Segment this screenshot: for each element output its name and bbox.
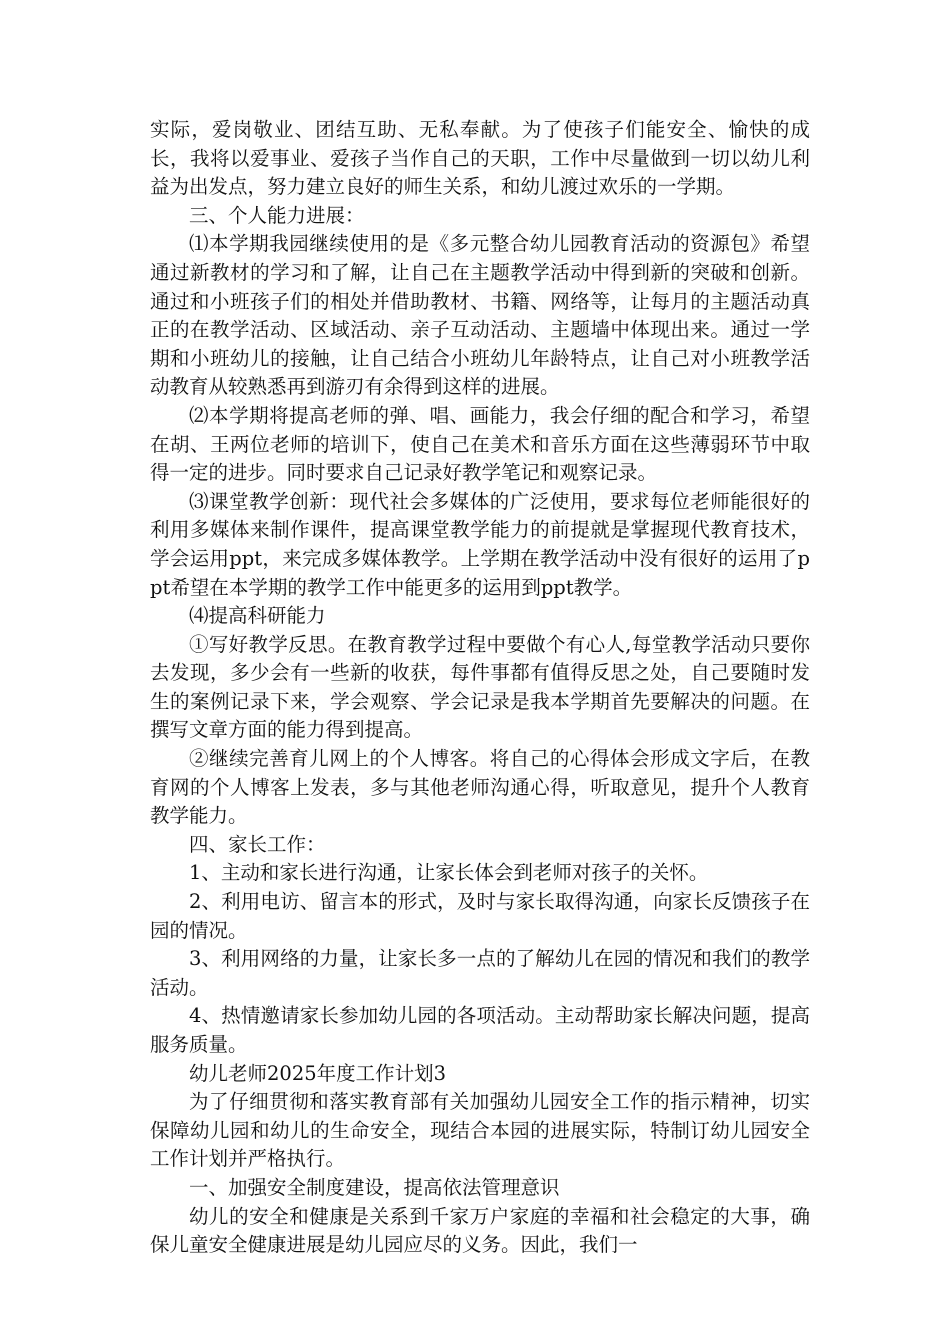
parent-work-item-2: 2、利用电访、留言本的形式，及时与家长取得沟通，向家长反馈孩子在园的情况。 <box>150 890 810 942</box>
parent-work-item-4: 4、热情邀请家长参加幼儿园的各项活动。主动帮助家长解决问题，提高服务质量。 <box>150 1004 810 1056</box>
document-page <box>150 116 810 1260</box>
paragraph-item-4: ⑷提高科研能力 <box>189 604 326 628</box>
plan-title-3: 幼儿老师2025年度工作计划3 <box>189 1061 447 1085</box>
paragraph-item-3: ⑶课堂教学创新：现代社会多媒体的广泛使用，要求每位老师能很好的利用多媒体来制作课件，提高课堂教学能力的前提就是掌握现代教育技术，学会运用ppt，来完成多媒体教学。上学期在教学活动中没有很好的运用了ppt希望在本学期的教学工作中能更多的运用到ppt教学。 <box>150 489 810 599</box>
parent-work-item-1: 1、主动和家长进行沟通，让家长体会到老师对孩子的关怀。 <box>189 861 709 885</box>
paragraph-item-1: ⑴本学期我园继续使用的是《多元整合幼儿园教育活动的资源包》希望通过新教材的学习和了解，让自己在主题教学活动中得到新的突破和创新。通过和小班孩子们的相处并借助教材、书籍、网络等，让每月的主题活动真正的在教学活动、区域活动、亲子互动活动、主题墙中体现出来。通过一学期和小班幼儿的接触，让自己结合小班幼儿年龄特点，让自己对小班教学活动教育从较熟悉再到游刃有余得到这样的进展。 <box>150 232 810 399</box>
section-heading-3: 三、个人能力进展： <box>189 203 365 227</box>
safety-section-heading-1: 一、加强安全制度建设，提高依法管理意识 <box>189 1175 560 1199</box>
plan-intro-paragraph: 为了仔细贯彻和落实教育部有关加强幼儿园安全工作的指示精神，切实保障幼儿园和幼儿的生命安全，现结合本园的进展实际，特制订幼儿园安全工作计划并严格执行。 <box>150 1090 810 1171</box>
paragraph-subitem-1: ①写好教学反思。在教育教学过程中要做个有心人,每堂教学活动只要你去发现，多少会有一些新的收获，每件事都有值得反思之处，自己要随时发生的案例记录下来，学会观察、学会记录是我本学期首先要解决的问题。在撰写文章方面的能力得到提高。 <box>150 632 810 742</box>
paragraph-item-2: ⑵本学期将提高老师的弹、唱、画能力，我会仔细的配合和学习，希望在胡、王两位老师的培训下，使自己在美术和音乐方面在这些薄弱环节中取得一定的进步。同时要求自己记录好教学笔记和观察记录。 <box>150 403 810 485</box>
paragraph-subitem-2: ②继续完善育儿网上的个人博客。将自己的心得体会形成文字后，在教育网的个人博客上发表，多与其他老师沟通心得，听取意见，提升个人教育教学能力。 <box>150 747 810 828</box>
parent-work-item-3: 3、利用网络的力量，让家长多一点的了解幼儿在园的情况和我们的教学活动。 <box>150 947 810 999</box>
paragraph-1: 实际，爱岗敬业、团结互助、无私奉献。为了使孩子们能安全、愉快的成长，我将以爱事业、爱孩子当作自己的天职，工作中尽量做到一切以幼儿利益为出发点，努力建立良好的师生关系，和幼儿渡过欢乐的一学期。 <box>150 118 810 199</box>
safety-paragraph: 幼儿的安全和健康是关系到千家万户家庭的幸福和社会稳定的大事，确保儿童安全健康进展是幼儿园应尽的义务。因此，我们一 <box>150 1204 810 1257</box>
section-heading-4: 四、家长工作： <box>189 832 326 856</box>
